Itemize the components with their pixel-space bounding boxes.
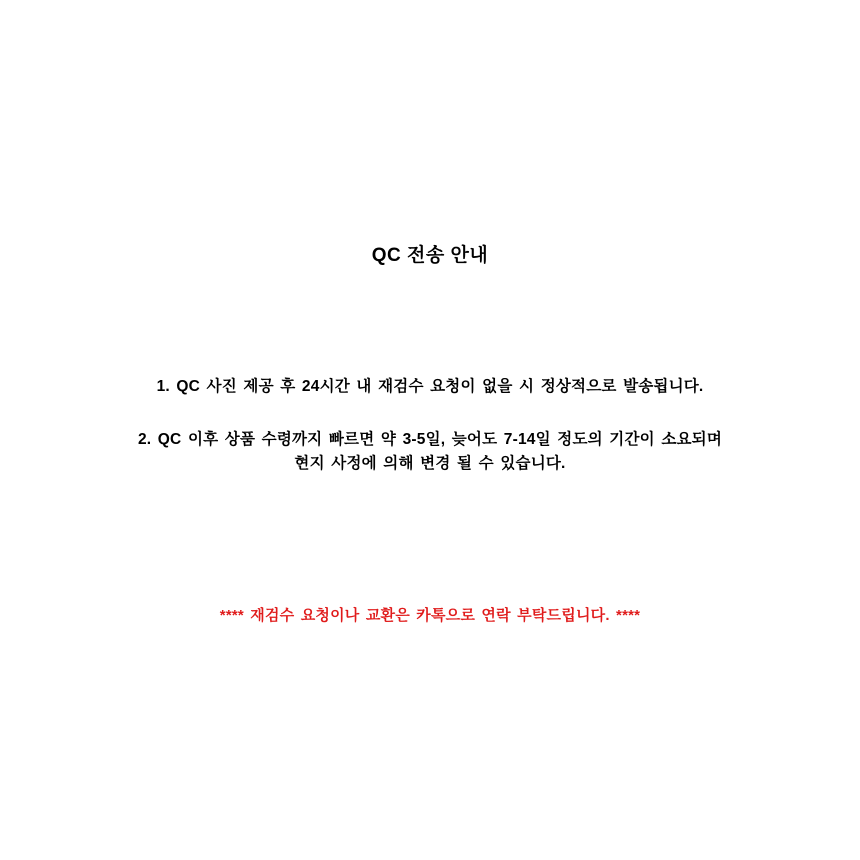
list-item xyxy=(70,375,790,398)
list-item xyxy=(70,428,790,475)
list-item-text: 2. QC 이후 상품 수령까지 빠르면 약 3-5일, 늦어도 7-14일 정도의 기간이 소요되며 xyxy=(137,431,723,449)
list-item-text-continuation: 현지 사정에 의해 변경 될 수 있습니다. xyxy=(294,454,566,472)
notice-list xyxy=(70,375,790,475)
page-title: QC 전송 안내 xyxy=(371,245,489,266)
list-item-text: 1. QC 사진 제공 후 24시간 내 재검수 요청이 없을 시 정상적으로 발송됩니다. xyxy=(156,378,704,395)
notice-footer-warning: **** 재검수 요청이나 교환은 카톡으로 연락 부탁드립니다. **** xyxy=(219,607,641,624)
